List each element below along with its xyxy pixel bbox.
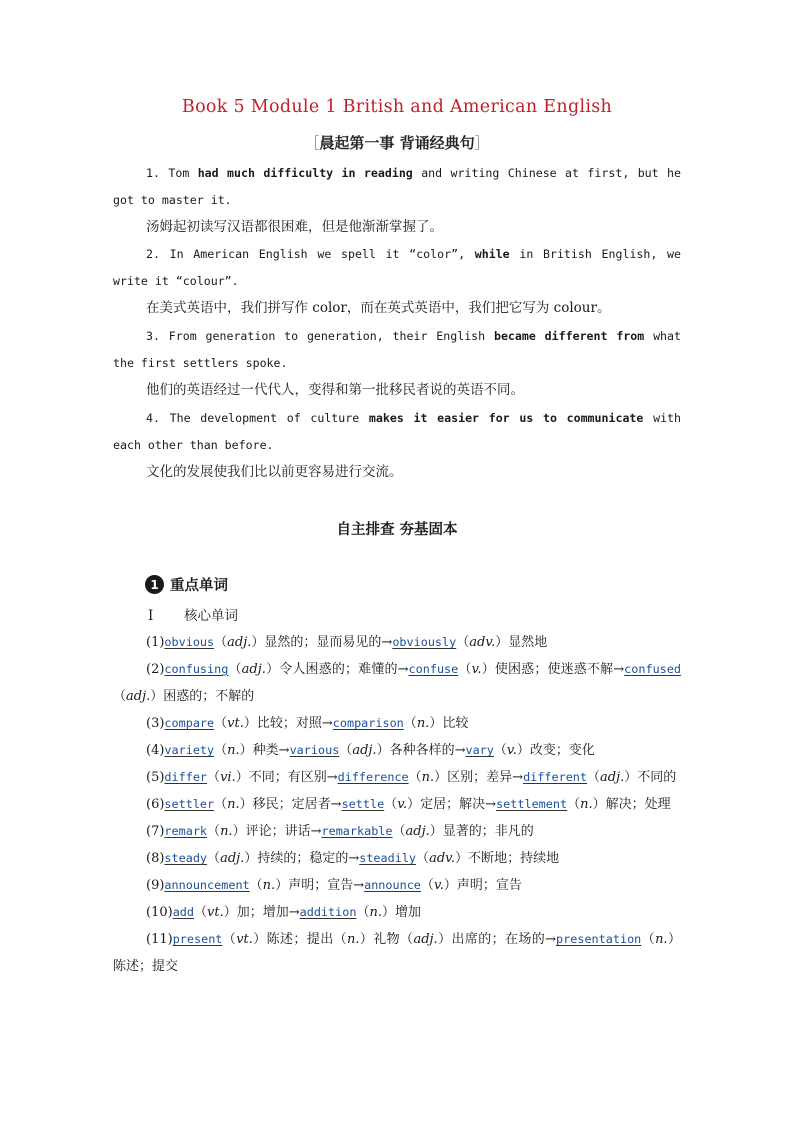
sentence-english: 1. Tom had much difficulty in reading and writing Chinese at first, but he got to master it. bbox=[113, 166, 681, 207]
vocab-text: （ bbox=[384, 797, 398, 812]
vocab-text: ）陈述；提交 bbox=[113, 932, 681, 974]
number-badge-icon: 1 bbox=[145, 575, 164, 594]
section-title: 自主排查 夯基固本 bbox=[336, 521, 458, 538]
vocab-text: (4) bbox=[146, 743, 165, 758]
vocab-word: announcement bbox=[164, 878, 250, 892]
vocab-word: addition bbox=[299, 905, 357, 919]
sentence-chinese: 文化的发展使我们比以前更容易进行交流。 bbox=[146, 464, 403, 480]
key-phrase: became different from bbox=[493, 329, 645, 343]
vocab-text: （ bbox=[214, 635, 228, 650]
vocab-item bbox=[113, 629, 681, 656]
key-phrase: had much difficulty in reading bbox=[197, 166, 413, 180]
key-phrase: makes it easier for us to communicate bbox=[368, 411, 644, 425]
vocab-text: （ bbox=[458, 662, 472, 677]
vocab-text: (5) bbox=[146, 770, 165, 785]
vocab-text: (8) bbox=[146, 851, 165, 866]
vocab-text: ）使困惑；使迷惑不解→ bbox=[481, 662, 625, 677]
vocab-text: （ bbox=[356, 905, 370, 920]
part-of-speech: adj. bbox=[220, 851, 245, 866]
vocab-text: ）加；增加→ bbox=[223, 905, 300, 920]
vocab-text: ）比较；对照→ bbox=[243, 716, 333, 731]
page-subtitle bbox=[0, 132, 794, 153]
part-of-speech: adv. bbox=[429, 851, 456, 866]
part-title: 重点单词 bbox=[170, 577, 228, 594]
vocab-text: ）困惑的；不解的 bbox=[150, 689, 255, 704]
vocab-word: variety bbox=[164, 743, 215, 757]
sentence-block bbox=[113, 323, 681, 404]
vocab-text: （ bbox=[228, 662, 242, 677]
vocab-word: comparison bbox=[332, 716, 404, 730]
vocab-word: differ bbox=[164, 770, 208, 784]
part-of-speech: n. bbox=[262, 878, 276, 893]
vocab-text: （ bbox=[403, 716, 417, 731]
vocab-word: remark bbox=[164, 824, 208, 838]
vocab-word: various bbox=[289, 743, 340, 757]
vocab-text: (6) bbox=[146, 797, 165, 812]
vocab-text: ）显著的；非凡的 bbox=[429, 824, 534, 839]
vocab-word: confused bbox=[624, 662, 681, 676]
vocab-text: (10) bbox=[146, 905, 173, 920]
vocab-item bbox=[113, 710, 681, 737]
part-of-speech: vt. bbox=[207, 905, 224, 920]
vocab-text: （ bbox=[214, 743, 228, 758]
vocab-text: ）出席的；在场的→ bbox=[437, 932, 557, 947]
part-of-speech: adj. bbox=[413, 932, 438, 947]
vocab-item bbox=[113, 899, 681, 926]
vocab-text: ）比较 bbox=[429, 716, 469, 731]
vocab-word: different bbox=[523, 770, 587, 784]
vocab-text: （ bbox=[214, 797, 228, 812]
vocab-text: （ bbox=[207, 851, 221, 866]
part-of-speech: v. bbox=[397, 797, 408, 812]
part-of-speech: n. bbox=[416, 716, 430, 731]
vocab-word: confusing bbox=[164, 662, 229, 676]
vocab-text: (2) bbox=[146, 662, 165, 677]
key-phrase: while bbox=[474, 247, 510, 261]
vocab-word: difference bbox=[337, 770, 409, 784]
vocab-text: （ bbox=[113, 689, 127, 704]
vocab-word: announce bbox=[364, 878, 421, 892]
vocab-word: remarkable bbox=[321, 824, 393, 838]
sentence-block bbox=[113, 160, 681, 241]
vocab-text: ）陈述；提出（ bbox=[252, 932, 347, 947]
subtitle-close-bracket: ］ bbox=[474, 134, 490, 152]
vocab-text: （ bbox=[207, 770, 221, 785]
sub-heading-numeral: Ⅰ bbox=[148, 608, 154, 624]
vocab-text: ）令人困惑的；难懂的→ bbox=[265, 662, 409, 677]
part-of-speech: adj. bbox=[405, 824, 430, 839]
vocab-item bbox=[113, 764, 681, 791]
vocab-text: (1) bbox=[146, 635, 165, 650]
vocab-text: ）改变；变化 bbox=[516, 743, 595, 758]
vocab-item bbox=[113, 791, 681, 818]
vocab-text: ）增加 bbox=[381, 905, 421, 920]
vocab-item bbox=[113, 818, 681, 845]
part-of-speech: n. bbox=[421, 770, 435, 785]
vocab-word: steady bbox=[164, 851, 208, 865]
vocab-text: （ bbox=[567, 797, 581, 812]
vocab-item bbox=[113, 872, 681, 899]
vocab-text: ）种类→ bbox=[239, 743, 290, 758]
vocab-text: (9) bbox=[146, 878, 165, 893]
part-of-speech: adj. bbox=[600, 770, 625, 785]
vocab-text: ）礼物（ bbox=[359, 932, 414, 947]
sentence-chinese: 他们的英语经过一代代人，变得和第一批移民者说的英语不同。 bbox=[146, 382, 524, 398]
vocab-item bbox=[113, 737, 681, 764]
vocab-text: ）评论；讲话→ bbox=[232, 824, 322, 839]
sub-heading bbox=[148, 604, 238, 624]
vocab-text: ）定居；解决→ bbox=[407, 797, 497, 812]
vocab-text: (11) bbox=[146, 932, 173, 947]
sentence-english: 3. From generation to generation, their English became different from what the first settlers spoke. bbox=[113, 329, 681, 370]
part-of-speech: adj. bbox=[126, 689, 151, 704]
vocab-item bbox=[113, 926, 681, 980]
vocab-text: ）持续的；稳定的→ bbox=[244, 851, 360, 866]
vocab-text: ）各种各样的→ bbox=[376, 743, 466, 758]
sentence-block bbox=[113, 405, 681, 486]
vocab-word: compare bbox=[164, 716, 215, 730]
vocab-text: ）显然的；显而易见的→ bbox=[251, 635, 393, 650]
vocab-text: ）不同的 bbox=[624, 770, 677, 785]
subtitle-open-bracket: ［ bbox=[304, 134, 320, 152]
vocab-word: obviously bbox=[392, 635, 457, 649]
vocab-word: vary bbox=[465, 743, 494, 757]
vocab-word: settle bbox=[341, 797, 385, 811]
vocab-text: ）显然地 bbox=[495, 635, 548, 650]
vocab-item bbox=[113, 845, 681, 872]
vocab-word: settler bbox=[164, 797, 215, 811]
vocab-text: ）不断地；持续地 bbox=[455, 851, 560, 866]
vocab-list bbox=[113, 629, 681, 980]
vocab-text: （ bbox=[214, 716, 228, 731]
vocab-item bbox=[113, 656, 681, 710]
vocab-text: ）声明；宣告→ bbox=[275, 878, 365, 893]
vocab-text: （ bbox=[416, 851, 430, 866]
vocab-text: （ bbox=[408, 770, 422, 785]
vocab-text: ）解决；处理 bbox=[592, 797, 671, 812]
vocab-text: （ bbox=[207, 824, 221, 839]
part-of-speech: n. bbox=[655, 932, 668, 947]
part-of-speech: adj. bbox=[352, 743, 377, 758]
vocab-text: （ bbox=[456, 635, 470, 650]
part-of-speech: n. bbox=[227, 743, 240, 758]
part-of-speech: n. bbox=[220, 824, 233, 839]
vocab-word: presentation bbox=[556, 932, 642, 946]
subtitle-text: 晨起第一事 背诵经典句 bbox=[319, 134, 475, 152]
vocab-text: ）区别；差异→ bbox=[434, 770, 524, 785]
sentence-english: 4. The development of culture makes it easier for us to communicate with each other than before. bbox=[113, 411, 682, 452]
part-of-speech: n. bbox=[346, 932, 360, 947]
vocab-text: ）不同；有区别→ bbox=[235, 770, 338, 785]
vocab-word: settlement bbox=[496, 797, 568, 811]
part-of-speech: vt. bbox=[236, 932, 253, 947]
part-of-speech: v. bbox=[433, 878, 444, 893]
part-of-speech: adj. bbox=[241, 662, 266, 677]
vocab-text: （ bbox=[222, 932, 237, 947]
vocab-text: (3) bbox=[146, 716, 165, 731]
vocab-word: steadily bbox=[359, 851, 417, 865]
sentence-chinese: 汤姆起初读写汉语都很困难，但是他渐渐掌握了。 bbox=[146, 219, 443, 235]
vocab-text: （ bbox=[493, 743, 507, 758]
part-of-speech: n. bbox=[580, 797, 593, 812]
vocab-word: confuse bbox=[408, 662, 459, 676]
vocab-text: ）声明；宣告 bbox=[443, 878, 522, 893]
part-of-speech: adj. bbox=[227, 635, 252, 650]
vocab-word: obvious bbox=[164, 635, 215, 649]
part-of-speech: vi. bbox=[220, 770, 236, 785]
sentence-english: 2. In American English we spell it “color”, while in British English, we write it “colour”. bbox=[113, 247, 682, 288]
vocab-text: （ bbox=[587, 770, 601, 785]
part-of-speech: adv. bbox=[469, 635, 496, 650]
vocab-text: （ bbox=[249, 878, 263, 893]
part-of-speech: vt. bbox=[227, 716, 244, 731]
vocab-text: （ bbox=[194, 905, 208, 920]
page-title: Book 5 Module 1 British and American English bbox=[181, 97, 613, 117]
vocab-text: （ bbox=[392, 824, 406, 839]
part-of-speech: n. bbox=[227, 797, 240, 812]
sub-heading-title: 核心单词 bbox=[184, 608, 238, 624]
sentence-chinese: 在美式英语中，我们拼写作 color，而在英式英语中，我们把它写为 colour。 bbox=[146, 300, 611, 316]
vocab-text: （ bbox=[420, 878, 434, 893]
part-of-speech: v. bbox=[506, 743, 517, 758]
part-of-speech: v. bbox=[471, 662, 482, 677]
part-heading bbox=[145, 574, 228, 595]
sentence-block bbox=[113, 241, 681, 322]
vocab-text: (7) bbox=[146, 824, 165, 839]
vocab-word: add bbox=[172, 905, 194, 919]
vocab-word: present bbox=[172, 932, 223, 946]
part-of-speech: n. bbox=[369, 905, 382, 920]
vocab-text: （ bbox=[339, 743, 353, 758]
vocab-text: ）移民；定居者→ bbox=[239, 797, 342, 812]
vocab-text: （ bbox=[641, 932, 656, 947]
